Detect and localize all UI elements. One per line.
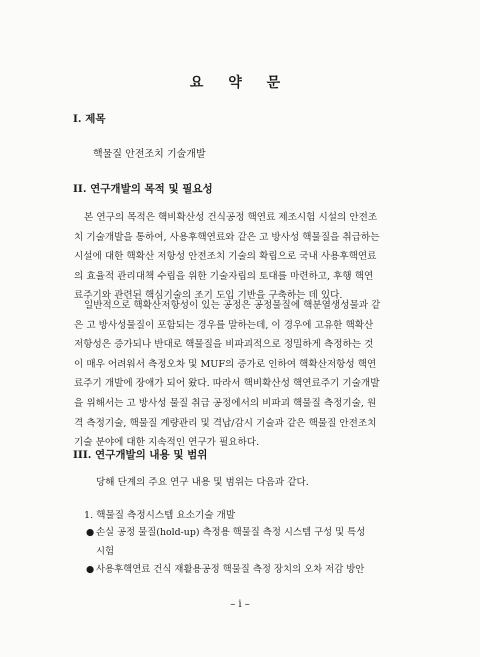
project-subject: 핵물질 안전조치 기술개발: [93, 149, 206, 160]
paragraph-line: 이 매우 어려워서 측정오차 및 MUF의 증가로 인하여 핵확산저항성 핵연: [74, 358, 377, 370]
necessity-paragraph: [74, 296, 408, 453]
list-item-line: 사용후핵연료 건식 재활용공정 핵물질 측정 장치의 오차 저감 방안: [96, 564, 365, 575]
bullet-icon: ●: [86, 564, 95, 575]
paragraph-line: 료주기와 관련된 핵심기술의 조기 도입 기반을 구축하는 데 있다.: [74, 290, 343, 302]
paragraph-line: 시설에 대한 핵확산 저항성 안전조치 기술의 확립으로 국내 사용후핵연료: [74, 251, 377, 263]
paragraph-line: 치 기술개발을 통하여, 사용후핵연료와 같은 고 방사성 핵물질을 취급하는: [74, 231, 380, 243]
page-number: – i –: [230, 599, 250, 610]
paragraph-line: 을 위해서는 고 방사성 물질 취급 공정에서의 비파괴 핵물질 측정기술, 원: [74, 397, 377, 409]
purpose-paragraph: [74, 208, 408, 306]
paragraph-line: 저항성은 증가되나 반대로 핵물질을 비파괴적으로 정밀하게 측정하는 것: [74, 339, 374, 351]
paragraph-line: 은 고 방사성물질이 포함되는 경우를 말하는데, 이 경우에 고유한 핵확산: [74, 319, 374, 331]
paragraph-line: 의 효율적 관리대책 수립을 위한 기술자립의 토대를 마련하고, 후행 핵연: [74, 270, 374, 282]
bullet-icon: ●: [86, 527, 95, 538]
paragraph-line: 료주기 개발에 장애가 되어 왔다. 따라서 핵비확산성 핵연료주기 기술개발: [74, 378, 380, 390]
paragraph-line: 일반적으로 핵확산저항성이 있는 공정은 공정물질에 핵분열생성물과 같: [84, 300, 381, 311]
section-heading-scope: III. 연구개발의 내용 및 범위: [73, 449, 208, 461]
paragraph-line: 격 측정기술, 핵물질 계량관리 및 격납/감시 기술과 같은 핵물질 안전조치: [74, 417, 377, 429]
section-heading-purpose: II. 연구개발의 목적 및 필요성: [73, 183, 213, 195]
section-heading-title: I. 제목: [73, 113, 106, 125]
list-title: 1. 핵물질 측정시스템 요소기술 개발: [84, 510, 236, 521]
list-item: [84, 524, 414, 561]
page-title: 요 약 문: [189, 75, 291, 91]
list-item-line: 손실 공정 물질(hold-up) 측정용 핵물질 측정 시스템 구성 및 특성: [96, 527, 366, 538]
paragraph-line: 기술 분야에 대한 지속적인 연구가 필요하다.: [74, 437, 260, 449]
list-item-line: 시험: [96, 545, 115, 557]
scope-intro: 당해 단계의 주요 연구 내용 및 범위는 다음과 같다.: [96, 477, 309, 488]
list-item: [84, 561, 414, 580]
bullet-list: [84, 524, 414, 580]
paragraph-line: 본 연구의 목적은 핵비확산성 건식공정 핵연료 제조시험 시설의 안전조: [84, 212, 378, 223]
